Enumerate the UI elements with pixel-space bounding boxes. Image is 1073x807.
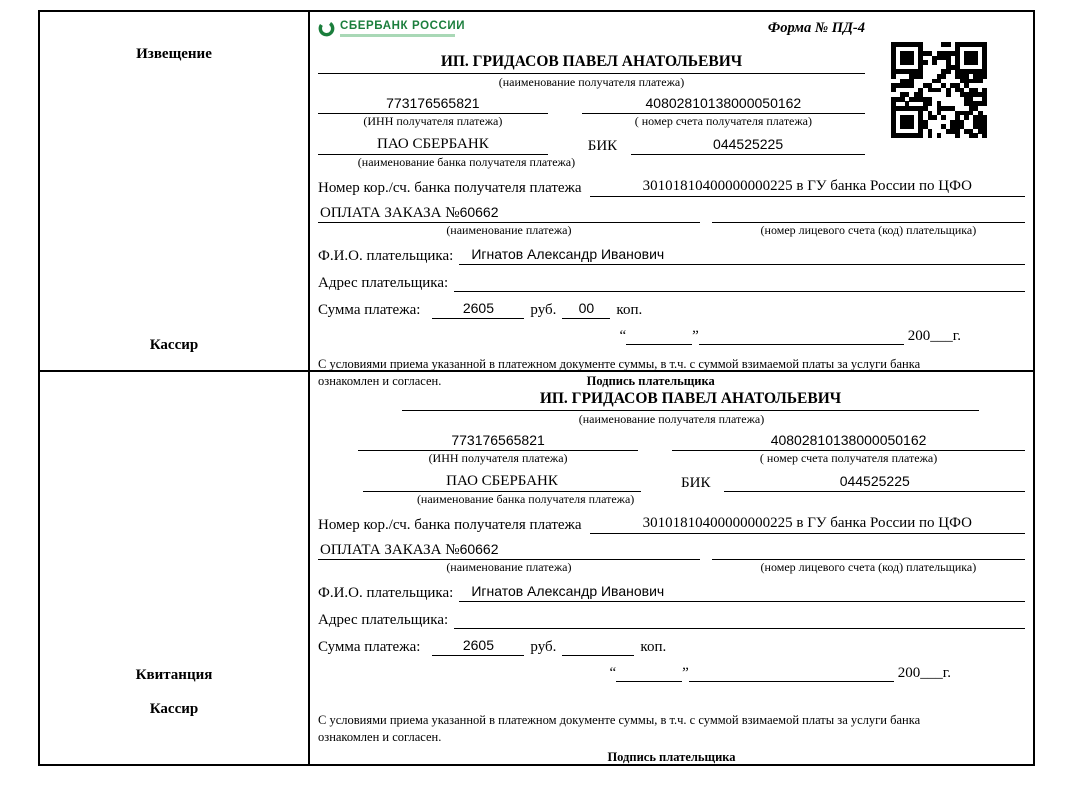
- corr-account-row: [318, 515, 1025, 534]
- corr-account-row: [318, 178, 1025, 197]
- payment-purpose: ОПЛАТА ЗАКАЗА №60662: [318, 204, 700, 223]
- sum-rub-value: 2605: [432, 637, 524, 656]
- purpose-captions: [318, 561, 1025, 575]
- kop-label: коп.: [616, 302, 643, 319]
- inn-account-captions: [358, 452, 1025, 466]
- date-row: [318, 663, 1025, 682]
- form-header-row: [318, 20, 865, 50]
- corr-account-value: 30101810400000000225 в ГУ банка России по ЦФО: [590, 515, 1025, 534]
- bank-row: [318, 136, 865, 155]
- date-quote-open: “: [609, 665, 617, 682]
- personal-account-caption: (номер лицевого счета (код) плательщика): [760, 560, 977, 575]
- signature-label: Подпись плательщика: [586, 373, 715, 388]
- sum-row: [318, 300, 1025, 319]
- date-day-field: [626, 326, 692, 345]
- purpose-caption: (наименование платежа): [446, 560, 572, 575]
- inn-value: 773176565821: [358, 432, 638, 451]
- date-month-field: [699, 326, 904, 345]
- bik-label: БИК: [681, 474, 711, 491]
- date-quote-close: ”: [682, 665, 689, 682]
- year-label: 200___г.: [907, 328, 961, 345]
- inn-value: 773176565821: [318, 95, 548, 114]
- payee-name: ИП. ГРИДАСОВ ПАВЕЛ АНАТОЛЬЕВИЧ: [318, 53, 865, 74]
- bank-name-caption: (наименование банка получателя платежа): [357, 154, 576, 169]
- account-caption: ( номер счета получателя платежа): [759, 450, 938, 465]
- purpose-row: [318, 541, 1025, 560]
- year-label: 200___г.: [897, 665, 951, 682]
- payer-name-row: [318, 246, 1025, 265]
- payer-address-row: [318, 273, 1025, 292]
- date-quote-open: “: [619, 328, 627, 345]
- payer-name-value: Игнатов Александр Иванович: [459, 583, 1025, 602]
- inn-account-row: [318, 95, 865, 114]
- payer-name-value: Игнатов Александр Иванович: [459, 246, 1025, 265]
- bank-name: ПАО СБЕРБАНК: [318, 136, 548, 155]
- bik-value: 044525225: [631, 136, 865, 155]
- corr-account-value: 30101810400000000225 в ГУ банка России по ЦФО: [590, 178, 1025, 197]
- date-month-field: [689, 663, 894, 682]
- qr-code: [891, 42, 987, 138]
- sum-label: Сумма платежа:: [318, 639, 421, 656]
- date-row: [318, 326, 1025, 345]
- bank-row: [363, 473, 1025, 492]
- receipt-stub-column: [40, 372, 310, 764]
- order-number-value: 60662: [459, 204, 499, 221]
- date-day-field: [616, 663, 682, 682]
- bank-logo-text: СБЕРБАНК РОССИИ: [340, 20, 466, 32]
- kop-label: коп.: [640, 639, 667, 656]
- notice-form-area: [310, 12, 1033, 389]
- personal-account-field: [712, 204, 1025, 223]
- inn-caption: (ИНН получателя платежа): [428, 450, 568, 465]
- purpose-row: [318, 204, 1025, 223]
- purpose-caption: (наименование платежа): [446, 223, 572, 238]
- cashier-label: Кассир: [149, 337, 199, 353]
- inn-account-captions: [318, 115, 865, 129]
- sum-rub-value: 2605: [432, 300, 524, 319]
- sum-row: [318, 637, 1025, 656]
- payer-address-label: Адрес плательщика:: [318, 275, 449, 292]
- rub-label: руб.: [530, 639, 557, 656]
- bank-name-caption: (наименование банка получателя платежа): [416, 491, 635, 506]
- purpose-captions: [318, 224, 1025, 238]
- notice-stub-column: [40, 12, 310, 370]
- payer-address-field: [454, 273, 1025, 292]
- signature-label: Подпись плательщика: [607, 749, 736, 764]
- payer-address-field: [454, 610, 1025, 629]
- order-number-value: 60662: [459, 541, 499, 558]
- sberbank-logo-icon: [318, 20, 335, 42]
- cashier-label: Кассир: [149, 701, 199, 717]
- bik-value: 044525225: [724, 473, 1025, 492]
- sum-kop-value: 00: [562, 300, 610, 319]
- rub-label: руб.: [530, 302, 557, 319]
- agreement-text: С условиями приема указанной в платежном документе суммы, в т.ч. с суммой взимаемой платы за услуги банка ознакомлен и согласен.: [318, 713, 921, 745]
- sum-kop-value: [562, 637, 634, 656]
- payer-name-row: [318, 583, 1025, 602]
- bik-label: БИК: [587, 137, 618, 154]
- inn-account-row: [358, 432, 1025, 451]
- logo-subtext-bar: [340, 34, 455, 37]
- agreement-block: [318, 712, 1025, 765]
- payee-name: ИП. ГРИДАСОВ ПАВЕЛ АНАТОЛЬЕВИЧ: [402, 390, 979, 411]
- receipt-section: [38, 372, 1035, 766]
- notice-section: [38, 10, 1035, 389]
- account-caption: ( номер счета получателя платежа): [634, 113, 812, 128]
- agreement-text: С условиями приема указанной в платежном документе суммы, в т.ч. с суммой взимаемой платы за услуги банка ознакомлен и согласен.: [318, 357, 921, 389]
- account-value: 40802810138000050162: [672, 432, 1025, 451]
- personal-account-caption: (номер лицевого счета (код) плательщика): [760, 223, 977, 238]
- payer-name-label: Ф.И.О. плательщика:: [318, 585, 454, 602]
- payer-address-label: Адрес плательщика:: [318, 612, 449, 629]
- payment-purpose: ОПЛАТА ЗАКАЗА №60662: [318, 541, 700, 560]
- sberbank-logo: [318, 20, 465, 42]
- form-number-label: Форма № ПД-4: [767, 20, 865, 36]
- inn-caption: (ИНН получателя платежа): [363, 113, 503, 128]
- receipt-label: Квитанция: [135, 667, 213, 683]
- date-quote-close: ”: [692, 328, 699, 345]
- corr-account-label: Номер кор./сч. банка получателя платежа: [318, 517, 582, 534]
- receipt-form-area: [310, 372, 1033, 764]
- account-value: 40802810138000050162: [582, 95, 865, 114]
- payee-name-caption: (наименование получателя платежа): [498, 75, 685, 89]
- bank-name: ПАО СБЕРБАНК: [363, 473, 641, 492]
- sum-label: Сумма платежа:: [318, 302, 421, 319]
- payee-name-caption: (наименование получателя платежа): [578, 412, 765, 426]
- notice-label: Извещение: [136, 46, 212, 62]
- personal-account-field: [712, 541, 1025, 560]
- payer-name-label: Ф.И.О. плательщика:: [318, 248, 454, 265]
- payer-address-row: [318, 610, 1025, 629]
- corr-account-label: Номер кор./сч. банка получателя платежа: [318, 180, 582, 197]
